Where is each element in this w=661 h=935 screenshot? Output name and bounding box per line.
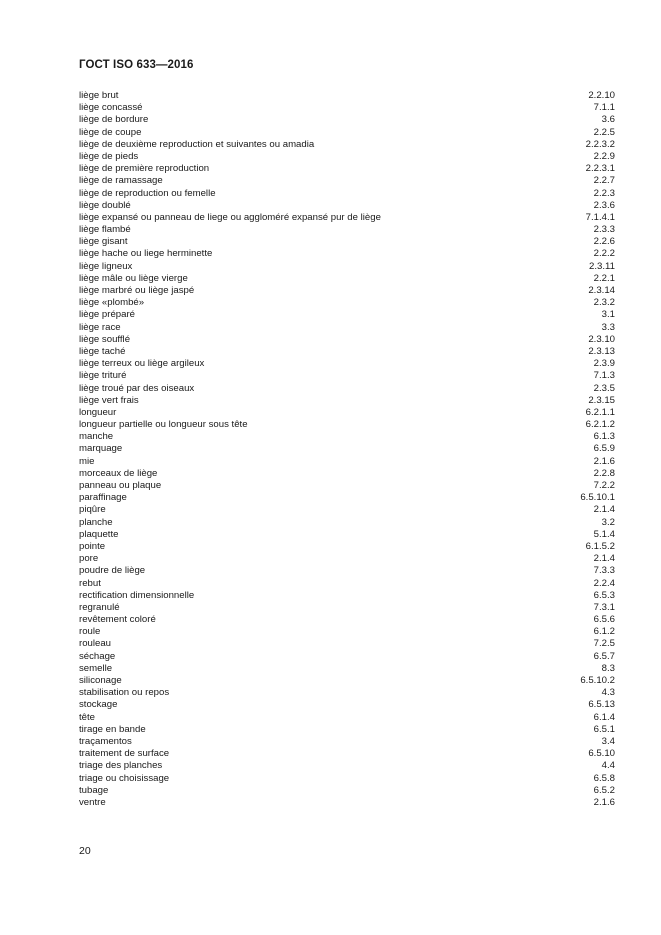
index-entry [79,785,615,797]
index-entry [79,151,615,163]
index-entry [79,748,615,760]
index-reference: 3.3 [601,321,615,333]
index-term: liège «plombé» [79,297,145,309]
index-term: liège mâle ou liège vierge [79,272,188,284]
index-term: tirage en bande [79,723,146,735]
index-term: tubage [79,784,109,796]
index-reference: 2.3.9 [593,358,615,370]
index-reference: 6.5.10.1 [580,492,615,504]
index-entry [79,346,615,358]
index-entry [79,468,615,480]
index-reference: 6.5.10 [588,748,615,760]
index-term: liège terreux ou liège argileux [79,358,205,370]
index-entry [79,407,615,419]
index-term: tête [79,711,96,723]
index-entry [79,773,615,785]
index-term: liège marbré ou liège jaspé [79,285,195,296]
index-entry [79,541,615,553]
index-term: liège soufflé [79,333,131,345]
index-reference: 7.3.1 [593,601,615,613]
index-reference: 6.1.2 [593,626,615,638]
index-entry [79,236,615,248]
index-reference: 7.1.3 [593,370,615,382]
index-reference: 2.2.3.2 [585,138,615,150]
index-term: rouleau [79,638,112,650]
index-term: liège de deuxième reproduction et suivantes ou amadia [79,138,315,150]
index-entry [79,553,615,565]
index-term: manche [79,431,114,443]
index-entry [79,90,615,102]
index-term: liège taché [79,345,126,357]
index-reference: 6.5.9 [593,443,615,455]
index-term: liège flambé [79,224,131,236]
index-reference: 2.3.5 [593,382,615,394]
index-entry [79,651,615,663]
index-reference: 7.1.4.1 [585,211,615,223]
index-entry [79,248,615,260]
index-term: stockage [79,699,118,711]
index-term: pointe [79,540,106,552]
index-term: semelle [79,662,113,674]
index-reference: 5.1.4 [593,528,615,540]
index-entry [79,614,615,626]
index-entry [79,212,615,224]
index-term: triage des planches [79,760,163,772]
index-term: stabilisation ou repos [79,687,170,699]
index-reference: 2.2.10 [588,90,615,101]
index-entry [79,383,615,395]
index-term: pore [79,553,99,565]
index-term: liège vert frais [79,394,139,406]
index-reference: 2.1.4 [593,553,615,565]
index-reference: 7.2.5 [593,638,615,650]
index-term: regranulé [79,601,120,613]
index-entry [79,797,615,809]
index-reference: 2.3.10 [588,333,615,345]
index-reference: 3.4 [601,735,615,747]
index-term: marquage [79,443,123,455]
index-term: liège troué par des oiseaux [79,382,195,394]
index-entry [79,492,615,504]
index-reference: 3.6 [601,114,615,126]
index-entry [79,663,615,675]
index-entry [79,638,615,650]
index-term: panneau ou plaque [79,480,162,491]
index-reference: 2.3.2 [593,297,615,309]
index-reference: 2.2.5 [593,126,615,138]
index-term: mie [79,455,95,467]
index-reference: 2.2.3 [593,187,615,199]
index-reference: 2.2.6 [593,236,615,248]
index-entry [79,565,615,577]
index-term: roule [79,626,101,638]
index-reference: 2.2.8 [593,467,615,479]
index-reference: 2.2.4 [593,577,615,589]
index-entry [79,188,615,200]
index-reference: 2.2.7 [593,175,615,187]
index-term: séchage [79,650,116,662]
index-term: liège de première reproduction [79,163,210,175]
index-entry [79,626,615,638]
index-term: ventre [79,796,106,808]
index-reference: 2.1.6 [593,455,615,467]
index-term: longueur [79,406,117,418]
index-reference: 2.1.4 [593,504,615,516]
page-number: 20 [79,845,91,857]
index-term: liège trituré [79,370,127,382]
index-entry [79,578,615,590]
index-term: traitement de surface [79,748,170,760]
index-entry [79,480,615,492]
index-entry [79,712,615,724]
index-entry [79,395,615,407]
index-term: liège préparé [79,309,136,321]
index-entry [79,139,615,151]
index-reference: 2.2.9 [593,150,615,162]
index-reference: 2.3.11 [589,260,615,272]
index-entry [79,419,615,431]
index-term: triage ou choisissage [79,772,170,784]
index-term: siliconage [79,675,122,686]
index-reference: 6.5.10.2 [580,675,615,686]
index-entry [79,443,615,455]
index-entry [79,358,615,370]
index-reference: 4.3 [601,687,615,699]
index-term: liège de ramassage [79,175,163,187]
index-term: rectification dimensionnelle [79,589,195,601]
index-reference: 2.3.15 [588,394,615,406]
index-reference: 2.3.3 [593,224,615,236]
index-reference: 8.3 [601,662,615,674]
index-term: liège gisant [79,236,128,248]
index-reference: 6.2.1.2 [585,419,615,431]
index-entry [79,114,615,126]
index-term: paraffinage [79,492,127,504]
index-term: liège race [79,321,121,333]
index-entry [79,736,615,748]
index-reference: 7.3.3 [593,565,615,577]
index-entry [79,456,615,468]
index-term: liège de reproduction ou femelle [79,187,216,199]
index-reference: 2.3.14 [588,285,615,296]
index-term: liège expansé ou panneau de liege ou aggloméré expansé pur de liège [79,211,381,223]
index-entry [79,102,615,114]
index-entry [79,127,615,139]
index-entry [79,504,615,516]
index-term: planche [79,516,113,528]
index-reference: 6.1.3 [593,431,615,443]
index-entry [79,309,615,321]
index-term: liège de coupe [79,126,142,138]
index-entry [79,322,615,334]
index-entry [79,760,615,772]
index-entry [79,370,615,382]
index-term: liège de bordure [79,114,149,126]
index-entry [79,675,615,687]
index-term: liège doublé [79,199,131,211]
document-header: ГОСТ ISO 633—2016 [79,59,194,71]
index-reference: 7.1.1 [593,102,615,114]
index-term: liège brut [79,90,119,101]
index-entry [79,699,615,711]
index-reference: 6.5.1 [593,723,615,735]
index-reference: 2.2.3.1 [585,163,615,175]
index-term: liège de pieds [79,150,139,162]
index-reference: 6.5.6 [593,614,615,626]
index-entry [79,724,615,736]
index-entry [79,224,615,236]
index-reference: 6.5.8 [593,772,615,784]
index-entry [79,163,615,175]
index-term: piqûre [79,504,106,516]
index-reference: 6.5.7 [593,650,615,662]
index-entry [79,261,615,273]
index-term: liège hache ou liege herminette [79,248,213,260]
index-entry [79,334,615,346]
index-term: morceaux de liège [79,467,158,479]
index-reference: 2.2.1 [593,272,615,284]
index-reference: 6.5.13 [588,699,615,711]
index-term: plaquette [79,528,119,540]
index-entry [79,590,615,602]
index-reference: 2.3.13 [588,345,615,357]
index-reference: 6.2.1.1 [585,406,615,418]
index-reference: 2.1.6 [593,796,615,808]
index-reference: 4.4 [601,760,615,772]
index-term: longueur partielle ou longueur sous tête [79,419,248,431]
index-term: revêtement coloré [79,614,156,626]
index-reference: 6.1.5.2 [585,540,615,552]
index-reference: 6.5.3 [593,589,615,601]
index-entry [79,273,615,285]
index-entry [79,529,615,541]
index-reference: 2.3.6 [593,199,615,211]
index-reference: 6.1.4 [593,711,615,723]
index-entry [79,285,615,297]
index-reference: 6.5.2 [593,784,615,796]
index-entry [79,602,615,614]
index-entry [79,200,615,212]
index-reference: 7.2.2 [593,480,615,491]
index-term: liège concassé [79,102,143,114]
index-reference: 2.2.2 [593,248,615,260]
index-entry [79,687,615,699]
index-entry [79,431,615,443]
index-term: traçamentos [79,735,132,747]
index-reference: 3.2 [601,516,615,528]
index-entry [79,175,615,187]
index-term: liège ligneux [79,260,133,272]
index-entry [79,297,615,309]
index-term: poudre de liège [79,565,146,577]
index-term: rebut [79,577,101,589]
index-entry [79,517,615,529]
term-index-list [79,90,615,809]
index-reference: 3.1 [601,309,615,321]
